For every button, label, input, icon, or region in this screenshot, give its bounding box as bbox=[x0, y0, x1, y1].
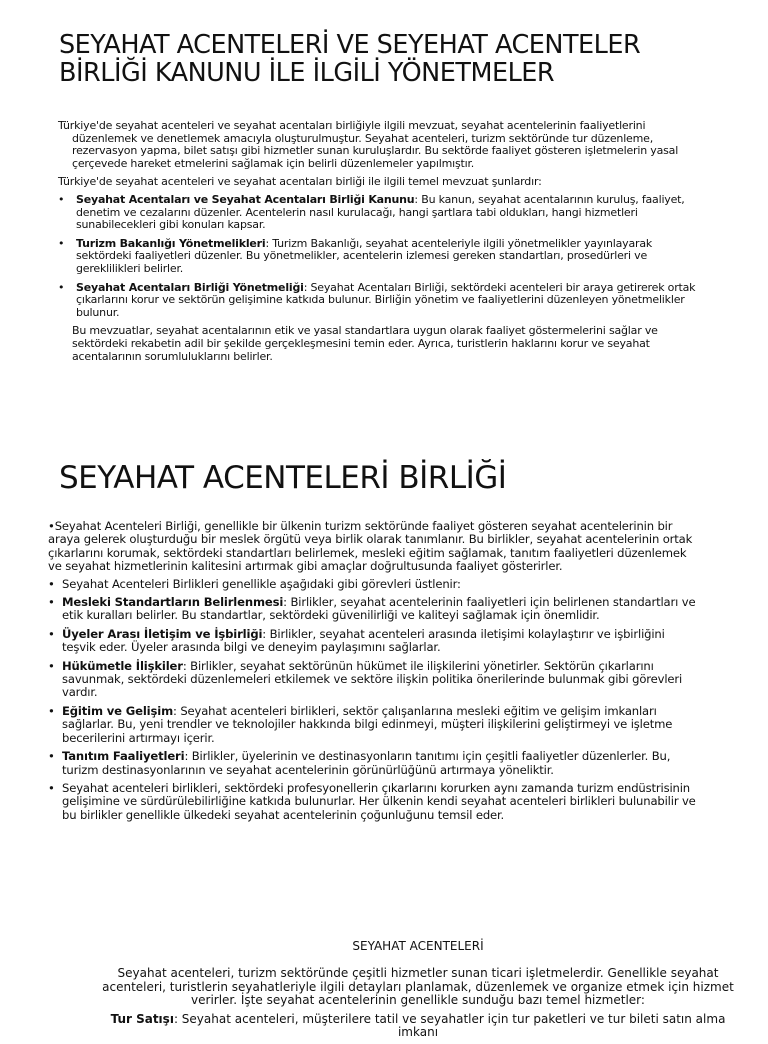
list-item bbox=[48, 705, 698, 745]
list-item bbox=[48, 660, 698, 700]
section1-title-line2: BİRLİĞİ KANUNU İLE İLGİLİ YÖNETMELER bbox=[59, 57, 555, 88]
section2-lead: Seyahat Acenteleri Birlikleri genellikle aşağıdaki gibi görevleri üstlenir: bbox=[62, 576, 461, 591]
list-item bbox=[48, 628, 698, 655]
list-item bbox=[58, 194, 710, 232]
list-item bbox=[48, 782, 698, 822]
list-item bbox=[58, 282, 710, 320]
section1-closing: Bu mevzuatlar, seyahat acentalarının etik ve yasal standartlara uygun olarak faaliyet göstermelerini sağlar ve sektördeki rekabetin adil bir şekilde gerçekleşmesini temin eder. Ayrıca, turistlerin haklarını korur ve seyahat acentalarının sorumluluklarını belirler. bbox=[72, 324, 658, 363]
section1-lead: Türkiye'de seyahat acenteleri ve seyahat acentaları birliği ile ilgili temel mevzuat şunlardır: bbox=[58, 175, 542, 189]
section2-intro: •Seyahat Acenteleri Birliği, genellikle bir ülkenin turizm sektöründe faaliyet gösteren seyahat acentelerinin bir araya gelerek oluşturduğu bir meslek örgütü veya birlik olarak tanımlanır. Bu birlikler, seyahat acentelerinin ortak çıkarlarını korumak, sektördeki standartları belirlemek, mesleki eğitim sağlamak, tanıtım faaliyetleri düzenlemek ve seyahat hizmetlerinin kalitesini artırmak gibi amaçlar doğrultusunda faaliyet gösterirler. bbox=[48, 519, 693, 574]
list-item bbox=[48, 750, 698, 777]
list-item-text: : Birlikler, üyelerinin ve destinasyonların tanıtımı için çeşitli faaliyetler düzenlerler. Bu, turizm destinasyonlarının ve seyahat acentelerinin görünürlüğünü artırmaya yöneliktir. bbox=[62, 749, 671, 777]
section3-item-text: : Seyahat acenteleri, müşterilere tatil ve seyahatler için tur paketleri ve tur bileti satın alma imkanı bbox=[173, 1011, 726, 1040]
list-item-term: Turizm Bakanlığı Yönetmelikleri bbox=[76, 236, 266, 250]
list-item bbox=[48, 578, 698, 591]
section3-item bbox=[100, 1013, 736, 1040]
section1-title bbox=[59, 32, 739, 87]
list-item-text: Seyahat acenteleri birlikleri, sektördeki profesyonellerin çıkarlarını korurken aynı zamanda turizm endüstrisinin gelişimine ve sürdürülebilirliğine katkıda bulunurlar. Her ülkenin kendi seyahat acenteleri birlikleri bulunabilir ve bu birlikler genellikle ülkedeki seyahat acentelerinin çoğunluğunu temsil eder. bbox=[62, 780, 696, 822]
list-item-term: Seyahat Acentaları Birliği Yönetmeliği bbox=[76, 280, 304, 294]
section2-body bbox=[48, 520, 698, 827]
section1-title-line1: SEYAHAT ACENTELERİ VE SEYEHAT ACENTELER bbox=[59, 30, 641, 60]
list-item-term: Mesleki Standartların Belirlenmesi bbox=[62, 595, 284, 610]
list-item-term: Üyeler Arası İletişim ve İşbirliği bbox=[62, 626, 263, 641]
list-item-text: : Bu kanun, seyahat acentalarının kuruluş, faaliyet, denetim ve cezalarını düzenler. Acentelerin nasıl kurulacağı, hangi şartlara tabi oldukları, hangi hizmetleri sunabilecekleri gibi konuları kapsar. bbox=[76, 192, 685, 232]
section3-item-term: Tur Satışı bbox=[110, 1011, 174, 1026]
list-item-term: Tanıtım Faaliyetleri bbox=[62, 749, 185, 764]
list-item-term: Eğitim ve Gelişim bbox=[62, 703, 174, 718]
list-item-text: : Seyahat Acentaları Birliği, sektördeki acenteleri bir araya getirerek ortak çıkarlarını korur ve sektörün gelişimine katkıda bulunur. Birliğin yönetim ve faaliyetlerini düzenleyen yönetmelikler bulunur. bbox=[76, 280, 696, 319]
section1-body bbox=[58, 120, 710, 363]
list-item-term: Seyahat Acentaları ve Seyahat Acentaları Birliği Kanunu bbox=[76, 192, 415, 206]
list-item-term: Hükümetle İlişkiler bbox=[62, 658, 183, 673]
list-item-text: : Seyahat acenteleri birlikleri, sektör çalışanlarına mesleki eğitim ve gelişim imkanları sağlarlar. Bu, yeni trendler ve teknolojiler hakkında bilgi edinmeyi, müşteri ilişkilerini geliştirmeyi ve işletme becerilerini artırmayı içerir. bbox=[62, 703, 673, 745]
section3-heading: SEYAHAT ACENTELERİ bbox=[352, 939, 484, 953]
section3-body bbox=[100, 940, 736, 1044]
section1-list bbox=[58, 194, 710, 319]
list-item-text: : Birlikler, seyahat sektörünün hükümet ile ilişkilerini yönetirler. Sektörün çıkarlarını savunmak, sektördeki düzenlemeleri etkilemek ve sektöre ilişkin politika önerilerinde bulunmak gibi görevleri vardır. bbox=[62, 658, 683, 700]
list-item bbox=[48, 596, 698, 623]
list-item-text: : Birlikler, seyahat acenteleri arasında iletişimi kolaylaştırır ve işbirliğini teşvik eder. Üyeler arasında bilgi ve deneyim paylaşımını sağlarlar. bbox=[62, 626, 665, 655]
list-item bbox=[58, 238, 710, 276]
section3-intro: Seyahat acenteleri, turizm sektöründe çeşitli hizmetler sunan ticari işletmelerdir. Genellikle seyahat acenteleri, turistlerin seyahatleriyle ilgili detayları planlamak, düzenlemek ve organize etmek için hizmet verirler. İşte seyahat acentelerinin genellikle sunduğu bazı temel hizmetler: bbox=[102, 966, 734, 1008]
list-item-text: : Birlikler, seyahat acentelerinin faaliyetleri için belirlenen standartları ve etik kuralları belirler. Bu standartlar, sektördeki güvenilirliği ve kaliteyi sağlamak için önemlidir. bbox=[62, 595, 696, 623]
section2-title: SEYAHAT ACENTELERİ BİRLİĞİ bbox=[59, 460, 507, 496]
section1-intro: Türkiye'de seyahat acenteleri ve seyahat acentaları birliğiyle ilgili mevzuat, seyahat acentelerinin faaliyetlerini düzenlemek ve denetlemek amacıyla oluşturulmuştur. Seyahat acenteleri, turizm sektöründe tur düzenleme, rezervasyon yapma, bilet satışı gibi hizmetler sunan kuruluşlardır. Bu sektörde faaliyet gösteren işletmelerin yasal çerçevede hareket etmelerini sağlamak için belirli düzenlemeler yapılmıştır. bbox=[58, 119, 679, 170]
list-item-text: : Turizm Bakanlığı, seyahat acenteleriyle ilgili yönetmelikler yayınlayarak sektördeki faaliyetleri düzenler. Bu yönetmelikler, acentelerin izlemesi gereken standartları, prosedürleri ve gereklilikleri belirler. bbox=[76, 236, 653, 275]
section2-list bbox=[48, 578, 698, 823]
